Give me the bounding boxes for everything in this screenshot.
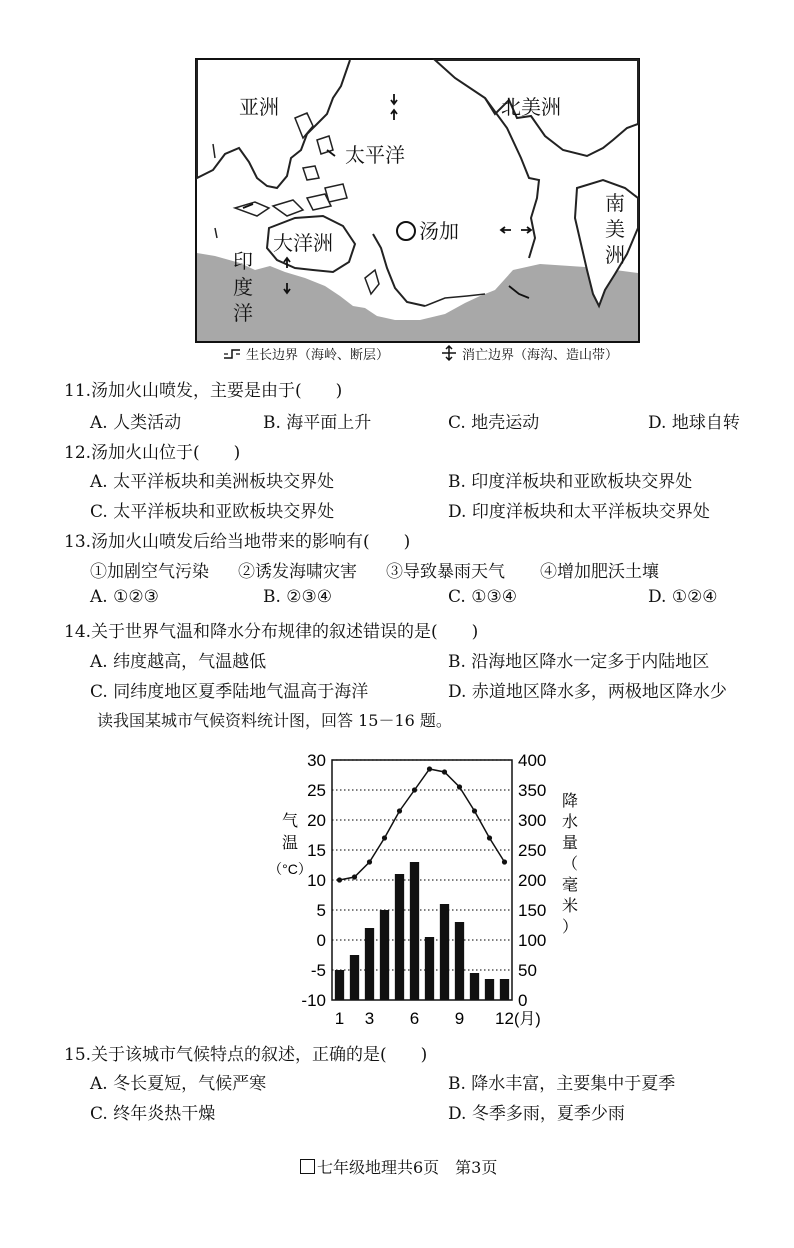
y-tick-right: 200 [518,871,547,890]
q11-option-c: C. 地壳运动 [448,413,540,433]
question-stem: 汤加火山喷发，主要是由于( ) [91,381,343,401]
temperature-point [382,835,387,840]
precip-bar [380,910,389,1000]
y-tick-left: 10 [307,871,326,890]
climate-chart-svg [270,744,590,1034]
y-tick-right: 100 [518,931,547,950]
y-tick-right: 300 [518,811,547,830]
temperature-line [340,769,505,880]
x-tick: 12 [495,1009,514,1028]
temperature-point [472,808,477,813]
q15-option-a: A. 冬长夏短，气候严寒 [90,1074,267,1094]
q13-option-d: D. ①②④ [648,587,718,607]
y-label-left: 气温 [281,813,299,852]
map-label-asia: 亚洲 [239,97,279,119]
q13-item-4: ④增加肥沃土壤 [540,562,659,582]
footer-text: 七年级地理共6页 第3页 [317,1158,498,1177]
temperature-point [367,859,372,864]
question-14 [64,617,478,642]
q12-option-c: C. 太平洋板块和亚欧板块交界处 [90,502,335,522]
question-13 [64,527,410,552]
q13-item-1: ①加剧空气污染 [90,562,209,582]
precip-bar [425,937,434,1000]
q11-option-d: D. 地球自转 [648,413,740,433]
temperature-point [487,835,492,840]
q12-option-d: D. 印度洋板块和太平洋板块交界处 [448,502,710,522]
precip-bar [350,955,359,1000]
y-tick-right: 150 [518,901,547,920]
climate-chart [270,744,590,1034]
q12-option-a: A. 太平洋板块和美洲板块交界处 [90,472,335,492]
temperature-point [352,874,357,879]
temperature-point [502,859,507,864]
y-tick-left: -10 [301,991,326,1010]
precip-bar [365,928,374,1000]
q14-option-a: A. 纬度越高，气温越低 [90,652,267,672]
question-12 [64,438,240,463]
y-tick-right: 350 [518,781,547,800]
question-number: 13. [64,532,92,552]
legend-growth-label: 生长边界（海岭、断层） [246,348,390,363]
plate-map [195,58,640,343]
map-label-indian-ocean: 印度洋 [233,251,253,325]
plate-map-svg [195,58,640,343]
q15-option-b: B. 降水丰富，主要集中于夏季 [448,1074,676,1094]
y-tick-left: 15 [307,841,326,860]
question-stem: 汤加火山喷发后给当地带来的影响有( ) [91,532,411,552]
y-tick-right: 0 [518,991,528,1010]
precip-bar [335,970,344,1000]
question-15 [64,1040,427,1065]
question-number: 11. [64,381,92,401]
map-label-south-america: 南美洲 [605,193,625,267]
y-tick-left: 0 [316,931,326,950]
question-stem: 关于世界气温和降水分布规律的叙述错误的是( ) [91,622,479,642]
temperature-point [457,784,462,789]
temperature-point [427,766,432,771]
x-unit: (月) [514,1011,541,1028]
map-label-north-america: 北美洲 [501,97,561,119]
map-legend [222,344,652,364]
question-stem: 关于该城市气候特点的叙述，正确的是( ) [91,1045,428,1065]
q13-item-3: ③导致暴雨天气 [386,562,505,582]
x-tick: 3 [364,1009,375,1028]
precip-bar [470,973,479,1000]
map-label-tonga: 汤加 [419,221,459,243]
temperature-point [397,808,402,813]
precip-bar [440,904,449,1000]
precip-bar [395,874,404,1000]
y-tick-right: 250 [518,841,547,860]
temperature-point [412,787,417,792]
y-tick-right: 400 [518,751,547,770]
subduction-boundary-icon [440,344,458,362]
precip-bar [455,922,464,1000]
y-label-right: 降水量（毫米） [561,793,579,936]
q13-option-c: C. ①③④ [448,587,517,607]
y-tick-left: 30 [307,751,326,770]
precip-bar [410,862,419,1000]
map-label-pacific: 太平洋 [345,145,405,167]
q13-option-a: A. ①②③ [90,587,159,607]
x-tick: 1 [334,1009,345,1028]
question-number: 12. [64,443,92,463]
question-number: 15. [64,1045,92,1065]
q14-option-b: B. 沿海地区降水一定多于内陆地区 [448,652,710,672]
q14-option-c: C. 同纬度地区夏季陆地气温高于海洋 [90,682,369,702]
q12-option-b: B. 印度洋板块和亚欧板块交界处 [448,472,693,492]
precip-bar [500,979,509,1000]
y-tick-left: 5 [316,901,326,920]
q11-option-b: B. 海平面上升 [263,413,372,433]
checkbox-square-icon [300,1159,315,1174]
y-tick-left: -5 [310,961,326,980]
q14-option-d: D. 赤道地区降水多，两极地区降水少 [448,682,727,702]
page-footer [300,1155,497,1178]
chart-intro: 读我国某城市气候资料统计图，回答 15－16 题。 [97,711,452,730]
x-tick: 9 [454,1009,465,1028]
x-tick: 6 [409,1009,420,1028]
q13-option-b: B. ②③④ [263,587,333,607]
temperature-point [442,769,447,774]
q13-item-2: ②诱发海啸灾害 [238,562,357,582]
question-stem: 汤加火山位于( ) [91,443,241,463]
question-number: 14. [64,622,92,642]
y-tick-left: 25 [307,781,326,800]
q15-option-c: C. 终年炎热干燥 [90,1104,216,1124]
y-label-left-unit: （°C） [270,861,312,877]
question-11 [64,376,342,401]
growth-boundary-icon [222,346,242,362]
map-label-oceania: 大洋洲 [273,233,333,255]
q11-option-a: A. 人类活动 [90,413,182,433]
temperature-point [337,877,342,882]
legend-subduction-label: 消亡边界（海沟、造山带） [462,348,619,363]
precip-bar [485,979,494,1000]
q15-option-d: D. 冬季多雨，夏季少雨 [448,1104,625,1124]
y-tick-left: 20 [307,811,326,830]
y-tick-right: 50 [518,961,537,980]
